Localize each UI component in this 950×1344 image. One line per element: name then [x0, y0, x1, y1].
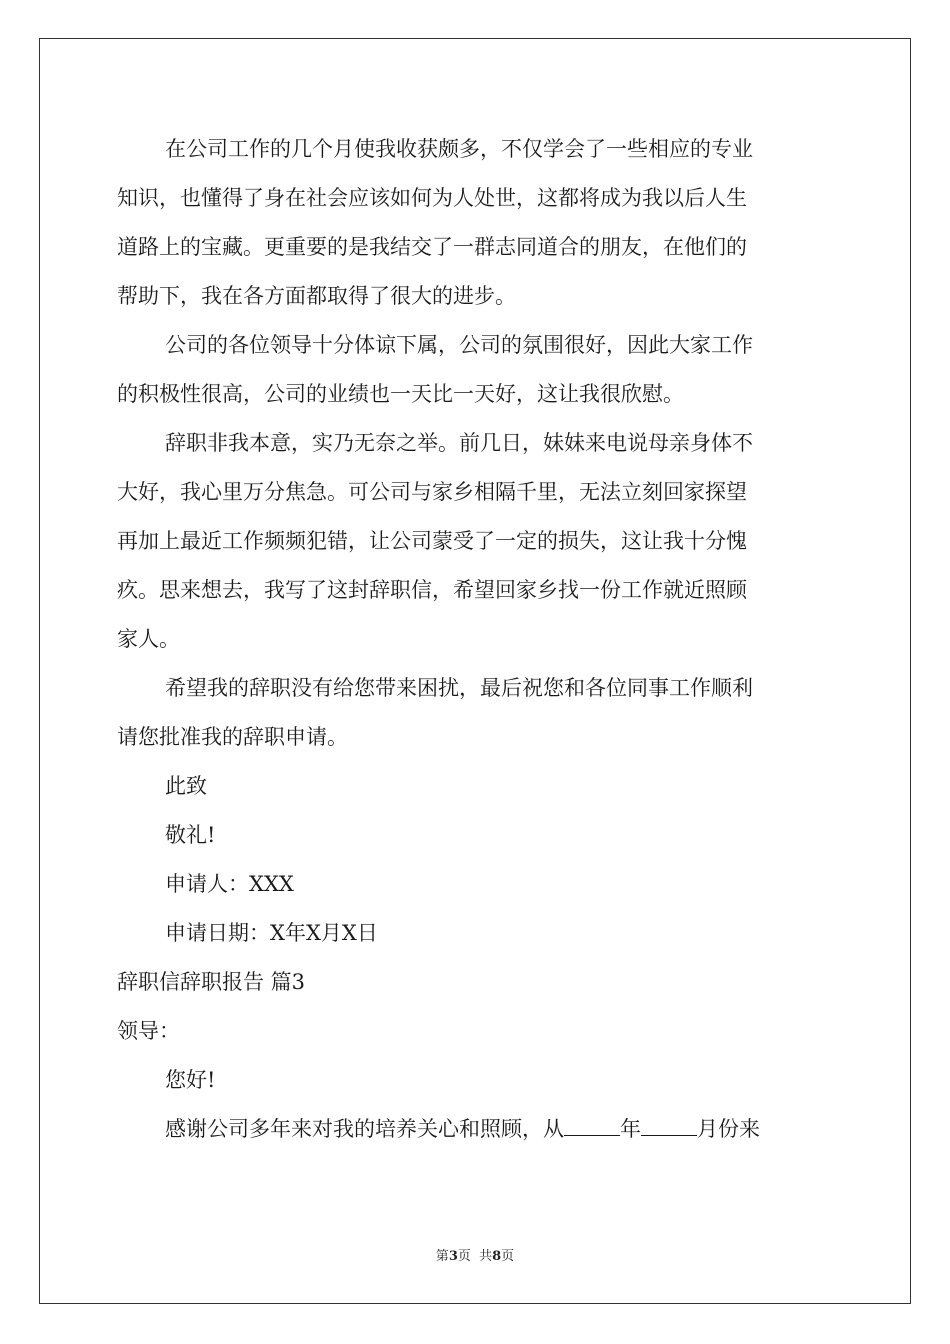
closing-line-1: 此致	[165, 774, 207, 798]
text-line: 辞职非我本意，实乃无奈之举。前几日，妹妹来电说母亲身体不	[165, 431, 753, 455]
paragraph-2	[117, 321, 833, 419]
last-line-part-1: 感谢公司多年来对我的培养关心和照顾，从	[165, 1117, 564, 1141]
text-line: 公司的各位领导十分体谅下属，公司的氛围很好，因此大家工作	[165, 333, 753, 357]
section-heading: 辞职信辞职报告 篇3	[117, 970, 306, 994]
page-footer	[0, 1248, 950, 1266]
footer-suffix: 页	[501, 1249, 515, 1264]
text-line: 希望我的辞职没有给您带来困扰，最后祝您和各位同事工作顺利	[165, 676, 753, 700]
footer-total-pages: 8	[492, 1249, 502, 1264]
text-line: 的积极性很高，公司的业绩也一天比一天好，这让我很欣慰。	[117, 382, 684, 406]
last-line-part-2: 年	[620, 1117, 641, 1141]
text-line: 大好，我心里万分焦急。可公司与家乡相隔千里，无法立刻回家探望	[117, 480, 747, 504]
last-line	[117, 1105, 833, 1154]
blank-month	[641, 1117, 697, 1136]
document-body	[117, 125, 833, 1154]
footer-mid: 页 共	[457, 1249, 493, 1264]
closing-line-2: 敬礼!	[165, 823, 216, 847]
paragraph-4	[117, 664, 833, 762]
footer-page-number: 3	[448, 1249, 458, 1264]
salutation: 领导：	[117, 1019, 180, 1043]
text-line: 知识，也懂得了身在社会应该如何为人处世，这都将成为我以后人生	[117, 186, 747, 210]
text-line: 再加上最近工作频频犯错，让公司蒙受了一定的损失，这让我十分愧	[117, 529, 747, 553]
text-line: 在公司工作的几个月使我收获颇多，不仅学会了一些相应的专业	[165, 137, 753, 161]
text-line: 请您批准我的辞职申请。	[117, 725, 348, 749]
paragraph-1	[117, 125, 833, 321]
footer-prefix: 第	[435, 1249, 449, 1264]
text-line: 道路上的宝藏。更重要的是我结交了一群志同道合的朋友，在他们的	[117, 235, 747, 259]
date-line: 申请日期：X年X月X日	[165, 921, 378, 945]
text-line: 帮助下，我在各方面都取得了很大的进步。	[117, 284, 516, 308]
last-line-part-3: 月份来	[697, 1117, 760, 1141]
text-line: 家人。	[117, 627, 180, 651]
text-line: 疚。思来想去，我写了这封辞职信，希望回家乡找一份工作就近照顾	[117, 578, 747, 602]
blank-year	[564, 1117, 620, 1136]
paragraph-3	[117, 419, 833, 664]
greeting: 您好!	[165, 1068, 216, 1092]
applicant-line: 申请人：XXX	[165, 872, 294, 896]
